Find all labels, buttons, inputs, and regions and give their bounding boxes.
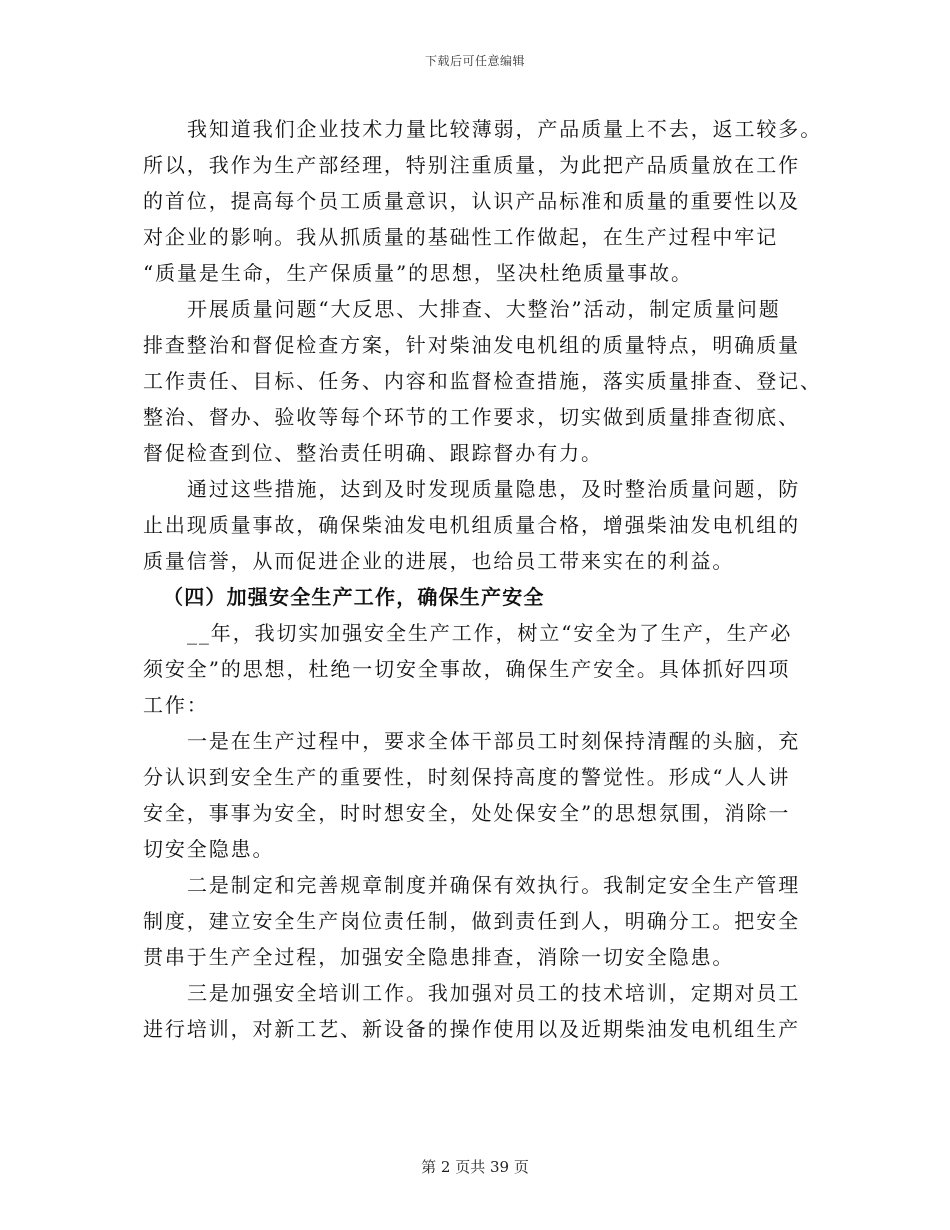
text-line: __年，我切实加强安全生产工作，树立“安全为了生产，生产必 bbox=[187, 621, 793, 645]
text-line: 切安全隐患。 bbox=[143, 837, 275, 861]
text-line: 督促检查到位、整治责任明确、跟踪督办有力。 bbox=[143, 441, 603, 465]
text-line: “质量是生命，生产保质量”的思想，坚决杜绝质量事故。 bbox=[143, 261, 693, 285]
text-line: 的首位，提高每个员工质量意识，认识产品标准和质量的重要性以及 bbox=[143, 189, 800, 213]
text-line: 分认识到安全生产的重要性，时刻保持高度的警觉性。形成“人人讲 bbox=[143, 765, 791, 789]
paragraph bbox=[143, 723, 808, 867]
page-number-footer: 第 2 页共 39 页 bbox=[421, 1158, 529, 1176]
text-line: 质量信誉，从而促进企业的进展，也给员工带来实在的利益。 bbox=[143, 549, 735, 573]
text-line: 对企业的影响。我从抓质量的基础性工作做起，在生产过程中牢记 bbox=[143, 225, 779, 249]
paragraph bbox=[143, 471, 808, 579]
text-line: 开展质量问题“大反思、大排查、大整治”活动，制定质量问题 bbox=[187, 297, 781, 321]
text-line: 止出现质量事故，确保柴油发电机组质量合格，增强柴油发电机组的 bbox=[143, 513, 800, 537]
page-header-watermark: 下载后可任意编辑 bbox=[424, 54, 525, 68]
text-line: 工作： bbox=[143, 693, 209, 717]
paragraph bbox=[143, 111, 823, 291]
text-line: 制度，建立安全生产岗位责任制，做到责任到人，明确分工。把安全 bbox=[143, 909, 800, 933]
paragraph bbox=[143, 867, 808, 975]
text-line: 排查整治和督促检查方案，针对柴油发电机组的质量特点，明确质量 bbox=[143, 333, 800, 357]
text-line: 三是加强安全培训工作。我加强对员工的技术培训，定期对员工 bbox=[187, 981, 801, 1005]
text-line: 须安全”的思想，杜绝一切安全事故，确保生产安全。具体抓好四项 bbox=[143, 657, 791, 681]
document-body bbox=[143, 111, 823, 1047]
text-line: 二是制定和完善规章制度并确保有效执行。我制定安全生产管理 bbox=[187, 873, 801, 897]
text-line: 贯串于生产全过程，加强安全隐患排查，消除一切安全隐患。 bbox=[143, 945, 735, 969]
text-line: 整治、督办、验收等每个环节的工作要求，切实做到质量排查彻底、 bbox=[143, 405, 800, 429]
text-line: 工作责任、目标、任务、内容和监督检查措施，落实质量排查、登记、 bbox=[143, 369, 822, 393]
text-line: 我知道我们企业技术力量比较薄弱，产品质量上不去，返工较多。 bbox=[187, 117, 823, 141]
text-line: 一是在生产过程中，要求全体干部员工时刻保持清醒的头脑，充 bbox=[187, 729, 801, 753]
paragraph bbox=[143, 291, 822, 471]
text-line: 所以，我作为生产部经理，特别注重质量，为此把产品质量放在工作 bbox=[143, 153, 800, 177]
text-line: 通过这些措施，达到及时发现质量隐患，及时整治质量问题，防 bbox=[187, 477, 801, 501]
text-line: 进行培训，对新工艺、新设备的操作使用以及近期柴油发电机组生产 bbox=[143, 1017, 800, 1041]
section-heading: （四）加强安全生产工作，确保生产安全 bbox=[163, 585, 545, 609]
paragraph bbox=[143, 975, 808, 1047]
paragraph bbox=[143, 615, 808, 723]
text-line: 安全，事事为安全，时时想安全，处处保安全”的思想氛围，消除一 bbox=[143, 801, 791, 825]
